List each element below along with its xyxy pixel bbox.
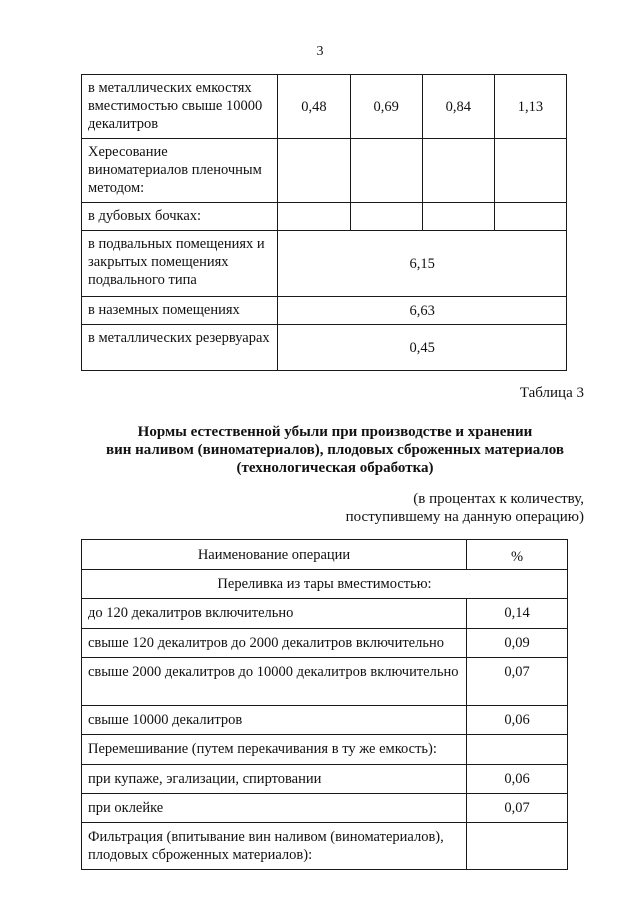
storage-loss-table — [81, 74, 567, 371]
operation-percent — [467, 823, 568, 870]
header-operation-name: Наименование операции — [82, 540, 467, 570]
table-title — [60, 423, 610, 477]
section-header: Переливка из тары вместимостью: — [82, 570, 568, 599]
title-line: (технологическая обработка) — [236, 460, 434, 476]
table-row — [82, 794, 568, 823]
table-row — [82, 297, 567, 325]
operation-percent: 0,06 — [467, 706, 568, 735]
table-row — [82, 139, 567, 203]
table-row — [82, 203, 567, 231]
cell-value: 0,48 — [278, 75, 350, 139]
operation-percent: 0,07 — [467, 658, 568, 706]
operation-name: до 120 декалитров включительно — [82, 599, 467, 629]
operation-percent — [467, 735, 568, 765]
cell-value — [422, 203, 494, 231]
operation-percent: 0,09 — [467, 629, 568, 658]
header-percent: % — [467, 540, 568, 570]
units-note-line: (в процентах к количеству, — [413, 491, 584, 507]
operation-name: Перемешивание (путем перекачивания в ту же емкость): — [82, 735, 467, 765]
cell-value: 0,69 — [350, 75, 422, 139]
operation-percent: 0,06 — [467, 765, 568, 794]
cell-value — [278, 139, 350, 203]
row-label: в наземных помещениях — [82, 297, 278, 325]
table-caption: Таблица 3 — [519, 385, 584, 401]
operation-name: при оклейке — [82, 794, 467, 823]
merged-value: 0,45 — [278, 325, 567, 371]
table-row — [82, 231, 567, 297]
table-row — [82, 658, 568, 706]
row-label: в дубовых бочках: — [82, 203, 278, 231]
cell-value — [350, 203, 422, 231]
table-row — [82, 823, 568, 870]
title-line: Нормы естественной убыли при производстве и хранении — [137, 424, 533, 440]
units-note — [284, 490, 584, 526]
cell-value — [350, 139, 422, 203]
operations-loss-table — [81, 539, 568, 870]
cell-value — [278, 203, 350, 231]
operation-name: Фильтрация (впитывание вин наливом (виноматериалов), плодовых сброженных материалов): — [82, 823, 467, 870]
row-label: в подвальных помещениях и закрытых помещениях подвального типа — [82, 231, 278, 297]
table-row — [82, 735, 568, 765]
merged-value: 6,63 — [278, 297, 567, 325]
cell-value: 0,84 — [422, 75, 494, 139]
table-row — [82, 765, 568, 794]
page-number: 3 — [316, 44, 324, 59]
header-row — [82, 540, 568, 570]
table-row — [82, 325, 567, 371]
operation-percent: 0,07 — [467, 794, 568, 823]
merged-value: 6,15 — [278, 231, 567, 297]
row-label: в металлических емкостях вместимостью свыше 10000 декалитров — [82, 75, 278, 139]
units-note-line: поступившему на данную операцию) — [345, 509, 584, 525]
row-label: в металлических резервуарах — [82, 325, 278, 371]
table-row — [82, 706, 568, 735]
cell-value — [494, 139, 566, 203]
table-row — [82, 599, 568, 629]
operation-percent: 0,14 — [467, 599, 568, 629]
title-line: вин наливом (виноматериалов), плодовых сброженных материалов — [105, 442, 565, 458]
operation-name: свыше 2000 декалитров до 10000 декалитров включительно — [82, 658, 467, 706]
cell-value: 1,13 — [494, 75, 566, 139]
operation-name: свыше 120 декалитров до 2000 декалитров включительно — [82, 629, 467, 658]
section-row — [82, 570, 568, 599]
row-label: Хересование виноматериалов пленочным методом: — [82, 139, 278, 203]
cell-value — [494, 203, 566, 231]
cell-value — [422, 139, 494, 203]
table-row — [82, 629, 568, 658]
operation-name: при купаже, эгализации, спиртовании — [82, 765, 467, 794]
table-row — [82, 75, 567, 139]
operation-name: свыше 10000 декалитров — [82, 706, 467, 735]
